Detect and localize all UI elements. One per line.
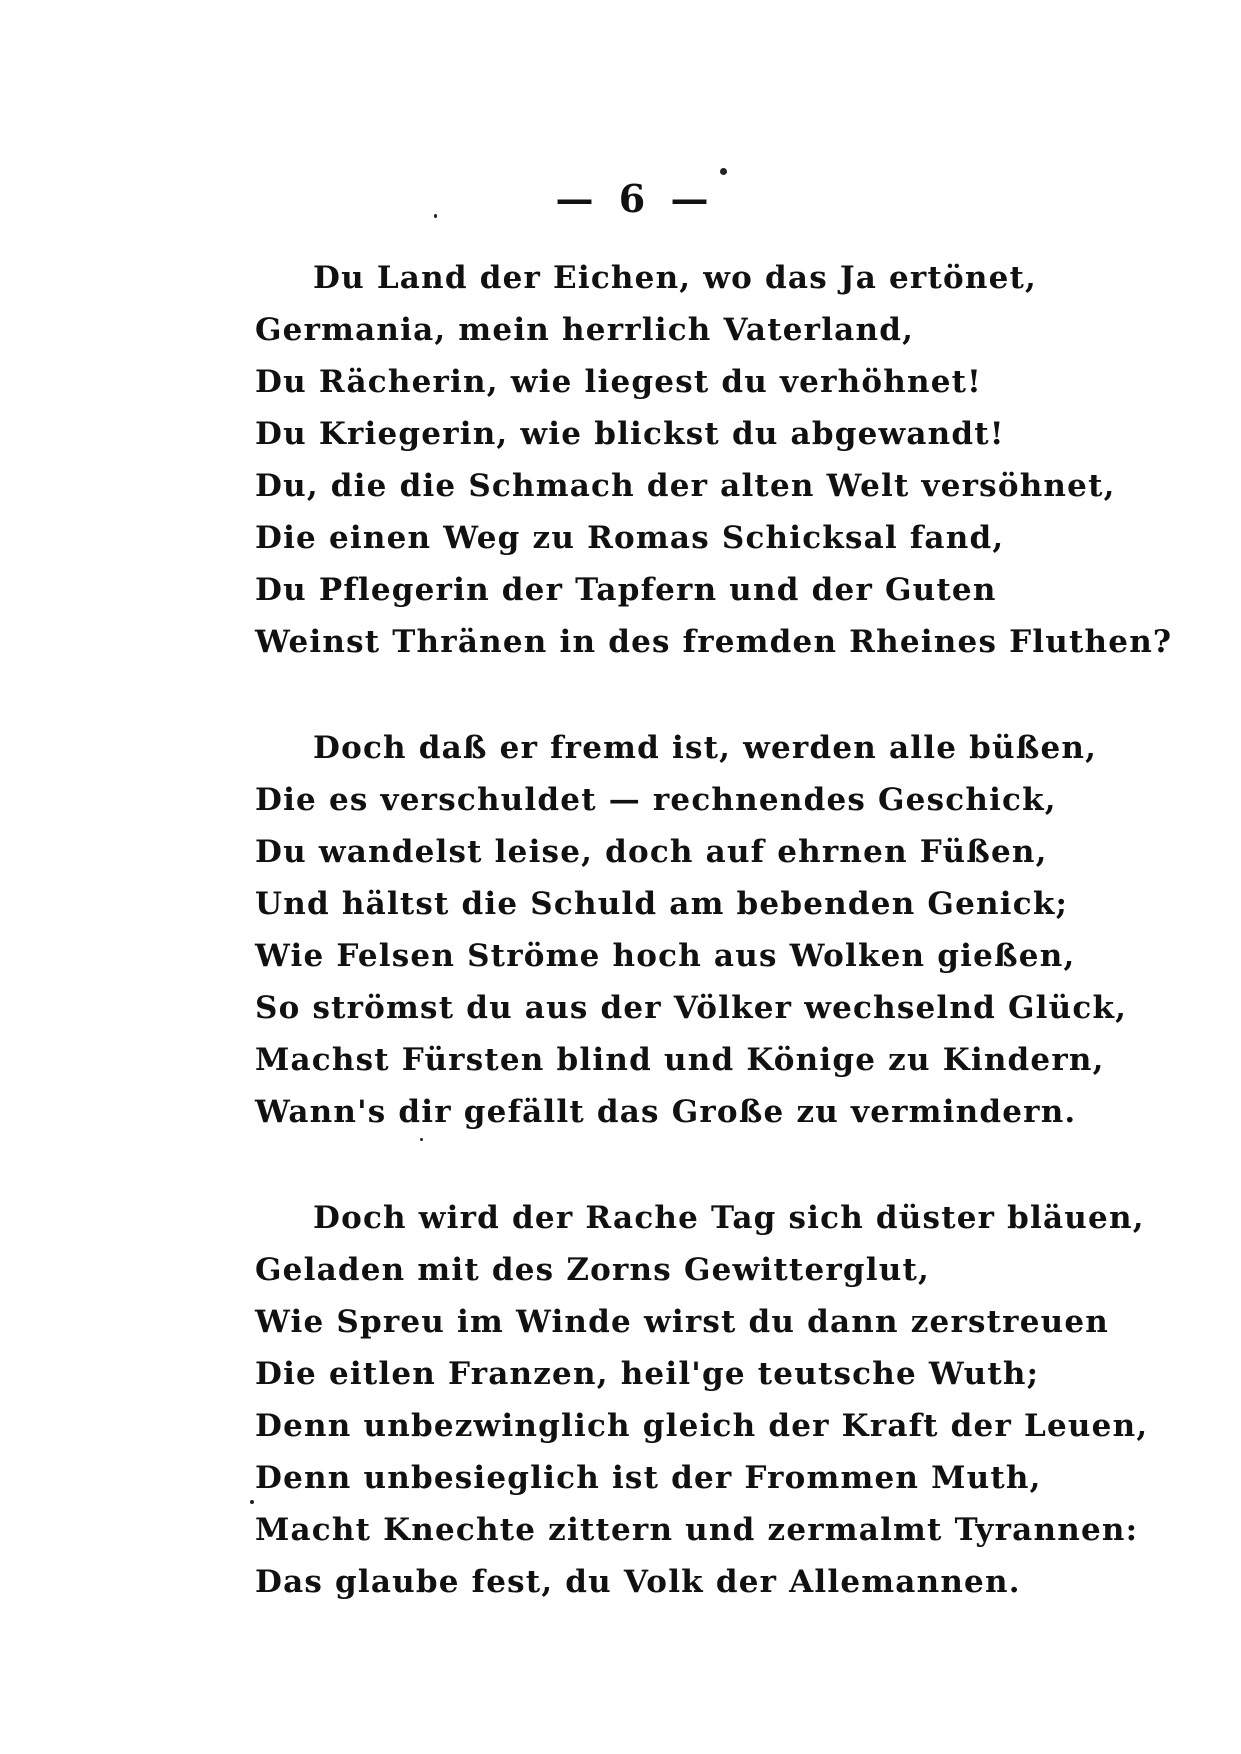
verse-line: Doch wird der Rache Tag sich düster bläuen, [313, 1200, 1145, 1236]
verse-line: Wie Felsen Ströme hoch aus Wolken gießen, [255, 938, 1076, 974]
verse-line: Wann's dir gefällt das Große zu vermindern. [255, 1094, 1077, 1130]
verse-line: Und hältst die Schuld am bebenden Genick; [255, 886, 1069, 922]
page-number: — 6 — [555, 176, 715, 221]
verse-line: Germania, mein herrlich Vaterland, [255, 312, 915, 348]
verse-line: Weinst Thränen in des fremden Rheines Fluthen? [255, 624, 1173, 660]
verse-line: Doch daß er fremd ist, werden alle büßen, [313, 730, 1098, 766]
verse-line: Machst Fürsten blind und Könige zu Kindern, [255, 1042, 1105, 1078]
verse-line: Du, die die Schmach der alten Welt versöhnet, [255, 468, 1116, 504]
verse-line: Denn unbesieglich ist der Frommen Muth, [255, 1460, 1042, 1496]
verse-line: Die einen Weg zu Romas Schicksal fand, [255, 520, 1005, 556]
verse-line: Macht Knechte zittern und zermalmt Tyrannen: [255, 1512, 1139, 1548]
verse-line: Du Kriegerin, wie blickst du abgewandt! [255, 416, 1005, 452]
scan-speck [434, 214, 437, 218]
verse-line: Wie Spreu im Winde wirst du dann zerstreuen [255, 1304, 1110, 1340]
stanza-3 [255, 1192, 1155, 1608]
scan-speck [720, 168, 727, 175]
verse-line: Denn unbezwinglich gleich der Kraft der Leuen, [255, 1408, 1149, 1444]
verse-line: Das glaube fest, du Volk der Allemannen. [255, 1564, 1021, 1600]
verse-line: Die eitlen Franzen, heil'ge teutsche Wuth; [255, 1356, 1040, 1392]
verse-line: Du Rächerin, wie liegest du verhöhnet! [255, 364, 982, 400]
verse-line: Du wandelst leise, doch auf ehrnen Füßen, [255, 834, 1048, 870]
verse-line: Die es verschuldet — rechnendes Geschick, [255, 782, 1057, 818]
stanza-1 [255, 252, 1173, 668]
verse-line: Geladen mit des Zorns Gewitterglut, [255, 1252, 931, 1288]
stanza-2 [255, 722, 1155, 1138]
scan-speck [250, 1500, 254, 1504]
verse-line: Du Pflegerin der Tapfern und der Guten [255, 572, 997, 608]
verse-line: So strömst du aus der Völker wechselnd Glück, [255, 990, 1128, 1026]
scan-speck [420, 1138, 423, 1141]
verse-line: Du Land der Eichen, wo das Ja ertönet, [313, 260, 1038, 296]
